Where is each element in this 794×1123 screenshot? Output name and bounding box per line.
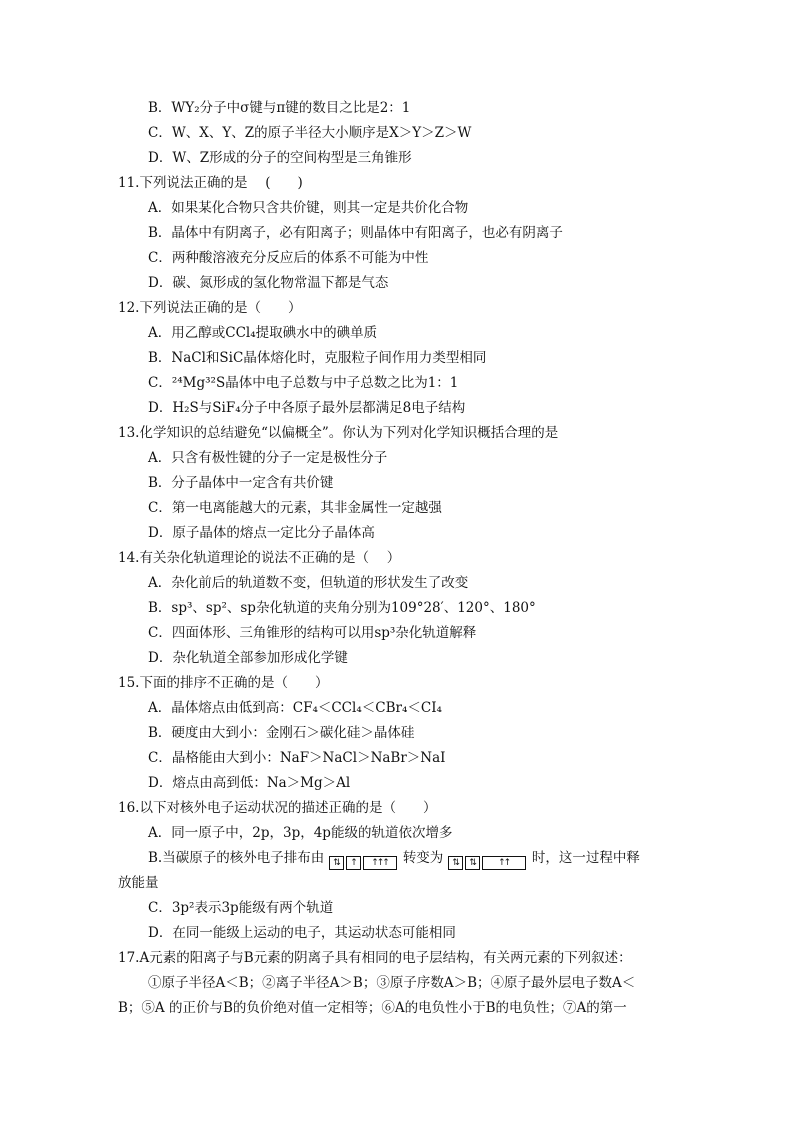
orbital-2s-box: ↑ <box>346 856 361 870</box>
q12-option-c: C．²⁴Mg³²S晶体中电子总数与中子总数之比为1：1 <box>148 375 459 391</box>
q12-option-d: D．H₂S与SiF₄分子中各原子最外层都满足8电子结构 <box>148 400 466 416</box>
q16-option-c: C．3p²表示3p能级有两个轨道 <box>148 900 334 916</box>
q16-b-pre: B.当碳原子的核外电子排布由 <box>148 850 325 866</box>
q14-option-c: C．四面体形、三角锥形的结构可以用sp³杂化轨道解释 <box>148 625 477 641</box>
q12-option-a: A．用乙醇或CCl₄提取碘水中的碘单质 <box>148 325 378 341</box>
q16-stem: 16.以下对核外电子运动状况的描述正确的是（ ） <box>118 800 437 816</box>
q17-line-3: B；⑤A 的正价与B的负价绝对值一定相等；⑥A的电负性小于B的电负性；⑦A的第一 <box>118 1000 627 1016</box>
q10-option-c: C．W、X、Y、Z的原子半径大小顺序是X＞Y＞Z＞W <box>148 125 472 141</box>
q16-option-d: D．在同一能级上运动的电子，其运动状态可能相同 <box>148 925 456 941</box>
q16-option-a: A．同一原子中，2p，3p，4p能级的轨道依次增多 <box>148 825 453 841</box>
q10-option-b: B．WY₂分子中σ键与π键的数目之比是2：1 <box>148 100 411 116</box>
q11-option-a: A．如果某化合物只含共价键，则其一定是共价化合物 <box>148 200 469 216</box>
q17-line-2: ①原子半径A＜B；②离子半径A＞B；③原子序数A＞B；④原子最外层电子数A＜ <box>148 975 636 991</box>
orbital-diagram-before <box>329 856 399 870</box>
q11-option-d: D．碳、氮形成的氢化物常温下都是气态 <box>148 275 389 291</box>
q14-option-d: D．杂化轨道全部参加形成化学键 <box>148 650 348 666</box>
q13-option-a: A．只含有极性键的分子一定是极性分子 <box>148 450 388 466</box>
q14-stem: 14.有关杂化轨道理论的说法不正确的是（ ） <box>118 550 401 566</box>
q16-b-mid: 转变为 <box>402 850 444 866</box>
q13-option-b: B．分子晶体中一定含有共价键 <box>148 475 334 491</box>
orbital-2p-box: ↑↑↑ <box>363 856 397 870</box>
orbital-2s-box: ⇅ <box>465 856 480 870</box>
q13-option-d: D．原子晶体的熔点一定比分子晶体高 <box>148 525 375 541</box>
q11-option-c: C．两种酸溶液充分反应后的体系不可能为中性 <box>148 250 429 266</box>
q11-option-b: B．晶体中有阴离子，必有阳离子；则晶体中有阳离子，也必有阴离子 <box>148 225 563 241</box>
q13-option-c: C．第一电离能越大的元素，其非金属性一定越强 <box>148 500 442 516</box>
q13-stem: 13.化学知识的总结避免“以偏概全”。你认为下列对化学知识概括合理的是 <box>118 425 559 441</box>
orbital-1s-box: ⇅ <box>329 856 344 870</box>
q14-option-b: B．sp³、sp²、sp杂化轨道的夹角分别为109°28′、120°、180° <box>148 600 536 616</box>
q12-stem: 12.下列说法正确的是（ ） <box>118 300 302 316</box>
q10-option-d: D．W、Z形成的分子的空间构型是三角锥形 <box>148 150 412 166</box>
q16-option-b <box>148 848 640 870</box>
q17-stem: 17.A元素的阳离子与B元素的阴离子具有相同的电子层结构，有关两元素的下列叙述： <box>118 950 632 966</box>
q15-option-c: C．晶格能由大到小：NaF＞NaCl＞NaBr＞NaI <box>148 750 446 766</box>
q16-option-b-cont: 放能量 <box>118 875 159 891</box>
orbital-diagram-after <box>448 856 528 870</box>
orbital-1s-box: ⇅ <box>448 856 463 870</box>
q15-option-d: D．熔点由高到低：Na＞Mg＞Al <box>148 775 351 791</box>
q15-stem: 15.下面的排序不正确的是（ ） <box>118 675 329 691</box>
q15-option-b: B．硬度由大到小：金刚石＞碳化硅＞晶体硅 <box>148 725 415 741</box>
q16-b-post: 时，这一过程中释 <box>531 850 640 866</box>
orbital-2p-box: ↑↑ <box>482 856 526 870</box>
q11-stem: 11.下列说法正确的是 ( ) <box>118 175 303 191</box>
q12-option-b: B．NaCl和SiC晶体熔化时，克服粒子间作用力类型相同 <box>148 350 487 366</box>
q15-option-a: A．晶体熔点由低到高：CF₄＜CCl₄＜CBr₄＜CI₄ <box>148 700 442 716</box>
q14-option-a: A．杂化前后的轨道数不变，但轨道的形状发生了改变 <box>148 575 469 591</box>
